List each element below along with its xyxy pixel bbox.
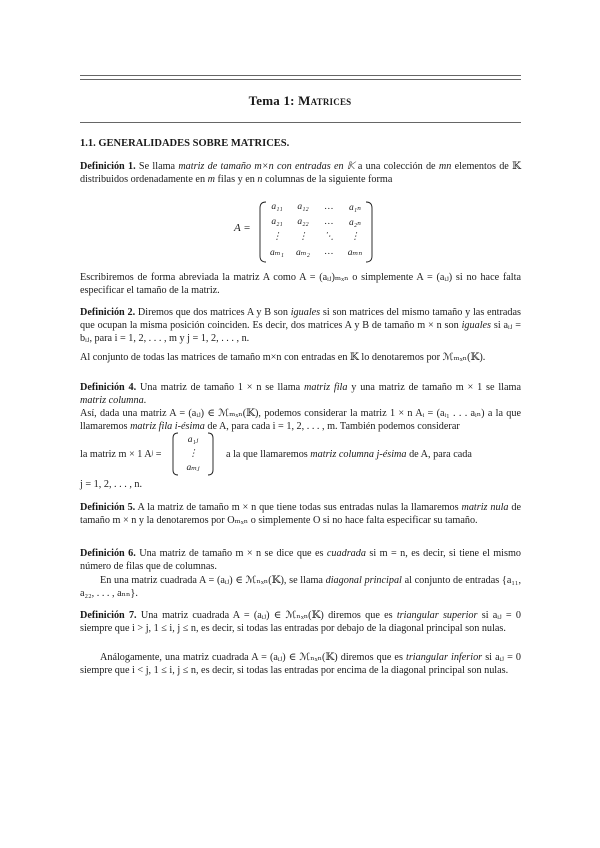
column-vector — [164, 432, 224, 476]
title-rule — [80, 122, 521, 123]
definition-1: Definición 1. Se llama matriz de tamaño m×n con entradas en 𝕂 a una colección de mn elementos de 𝕂 distribuidos ordenadamente en m filas y en n columnas de la siguiente forma — [80, 161, 521, 186]
definition-2: Definición 2. Diremos que dos matrices A y B son iguales si son matrices del mismo tamaño y las entradas que ocupan la misma posición coinciden. Es decir, dos matrices A y B de tamaño m × n son iguales si aᵢⱼ = bᵢⱼ, para i = 1, 2, . . . , m y j = 1, 2, . . . , n. — [80, 307, 522, 345]
abbreviation-note: Escribiremos de forma abreviada la matriz A como A = (aᵢⱼ)ₘₓₙ o simplemente A = (aᵢⱼ) si no hace falta especificar el tamaño de la matriz. — [80, 272, 521, 297]
matrix-cell: a₂₁ — [271, 217, 283, 227]
defined-term: triangular inferior — [406, 652, 483, 663]
chapter-title: Tema 1: Matrices — [248, 93, 352, 108]
matrix-cell: a₂₂ — [297, 217, 309, 227]
matrix-cell: a₂ₙ — [349, 218, 361, 228]
matrix-cell: aₘ₁ — [270, 248, 284, 258]
column-vector-cell: aₘⱼ — [186, 463, 200, 473]
matrix-cell: aₘ₂ — [296, 248, 310, 258]
defined-term: diagonal principal — [325, 575, 402, 586]
set-notation-note: Al conjunto de todas las matrices de tamaño m×n con entradas en 𝕂 lo denotaremos por ℳₘₓₙ(𝕂). — [80, 352, 486, 363]
definition-4: Definición 4. Una matriz de tamaño 1 × n se llama matriz fila y una matriz de tamaño m × 1 se llama matriz columna. — [80, 382, 521, 407]
matrix-cell: ⋮ — [298, 232, 308, 242]
definition-4-row-text: Así, dada una matriz A = (aᵢⱼ) ∈ ℳₘₓₙ(𝕂), podemos considerar la matriz 1 × n Aᵢ = (aᵢ₁ . . . aᵢₙ) a la que llamaremos matriz fila i-ésima de A, para cada i = 1, 2, . . . , m. También podemos considerar — [80, 408, 521, 433]
defined-term: matriz columna — [80, 395, 144, 407]
matrix-cell: a₁ₙ — [349, 203, 361, 213]
matrix-cell: ⋮ — [350, 232, 360, 242]
matrix-cell: a₁₁ — [271, 202, 283, 212]
defined-term: matriz nula — [461, 502, 509, 513]
definition-label: Definición 2. — [80, 307, 136, 318]
top-rule — [80, 75, 521, 76]
matrix-cell: ⋱ — [324, 232, 334, 242]
matrix-cell: … — [324, 202, 334, 212]
column-index-range: j = 1, 2, . . . , n. — [80, 479, 143, 490]
defined-term: matriz fila i-ésima — [130, 421, 205, 433]
top-rule-thick — [80, 79, 521, 80]
defined-term: cuadrada — [326, 548, 366, 559]
definition-label: Definición 4. — [80, 382, 137, 393]
section-heading: 1.1. GENERALIDADES SOBRE MATRICES. — [80, 138, 290, 149]
definition-7: Definición 7. Una matriz cuadrada A = (aᵢⱼ) ∈ ℳₙₓₙ(𝕂) diremos que es triangular superior si aᵢⱼ = 0 siempre que i > j, 1 ≤ i, j ≤ n, es decir, si todas las entradas por debajo de la diagonal principal son nulas. — [80, 610, 521, 635]
matrix-lhs: A = — [234, 222, 251, 234]
definition-5: Definición 5. A la matriz de tamaño m × n que tiene todas sus entradas nulas la llamaremos matriz nula de tamaño m × n y la denotaremos por Oₘₓₙ o simplemente O si no hace falta especificar su tamaño. — [80, 502, 521, 527]
definition-label: Definición 1. — [80, 161, 136, 172]
defined-term: iguales — [290, 307, 321, 318]
defined-term: matriz fila — [304, 382, 348, 393]
column-matrix-text: a la que llamaremos matriz columna j-ésima de A, para cada — [226, 449, 472, 460]
matrix-cell: … — [324, 247, 334, 257]
defined-term: iguales — [461, 320, 492, 332]
definition-label: Definición 5. — [80, 502, 136, 513]
defined-term: matriz columna j-ésima — [310, 449, 407, 460]
matrix-cell: a₁₂ — [297, 202, 309, 212]
definition-label: Definición 6. — [80, 548, 136, 559]
definition-label: Definición 7. — [80, 610, 137, 621]
column-matrix-lead: la matriz m × 1 Aʲ = — [80, 449, 162, 460]
matrix-cell: … — [324, 217, 334, 227]
definition-6: Definición 6. Una matriz de tamaño m × n se dice que es cuadrada si m = n, es decir, si tiene el mismo número de filas que de columnas. — [80, 548, 521, 573]
general-matrix — [234, 200, 374, 264]
column-vector-cell: a₁ⱼ — [187, 435, 199, 445]
definition-7-lower: Análogamente, una matriz cuadrada A = (aᵢⱼ) ∈ ℳₙₓₙ(𝕂) diremos que es triangular inferior si aᵢⱼ = 0 siempre que i < j, 1 ≤ i, j ≤ n, es decir, si todas las entradas por encima de la diagonal principal son nulas. — [80, 652, 521, 677]
column-vector-cell: ⋮ — [188, 449, 198, 459]
matrix-cell: ⋮ — [272, 232, 282, 242]
defined-term: triangular superior — [396, 610, 478, 621]
defined-term: matriz de tamaño m×n con entradas en 𝕂 — [178, 161, 355, 172]
matrix-cell: aₘₙ — [347, 248, 363, 258]
definition-6-diagonal: En una matriz cuadrada A = (aᵢⱼ) ∈ ℳₙₓₙ(𝕂), se llama diagonal principal al conjunto de entradas {a₁₁, a₂₂, . . . , aₙₙ}. — [80, 575, 521, 600]
